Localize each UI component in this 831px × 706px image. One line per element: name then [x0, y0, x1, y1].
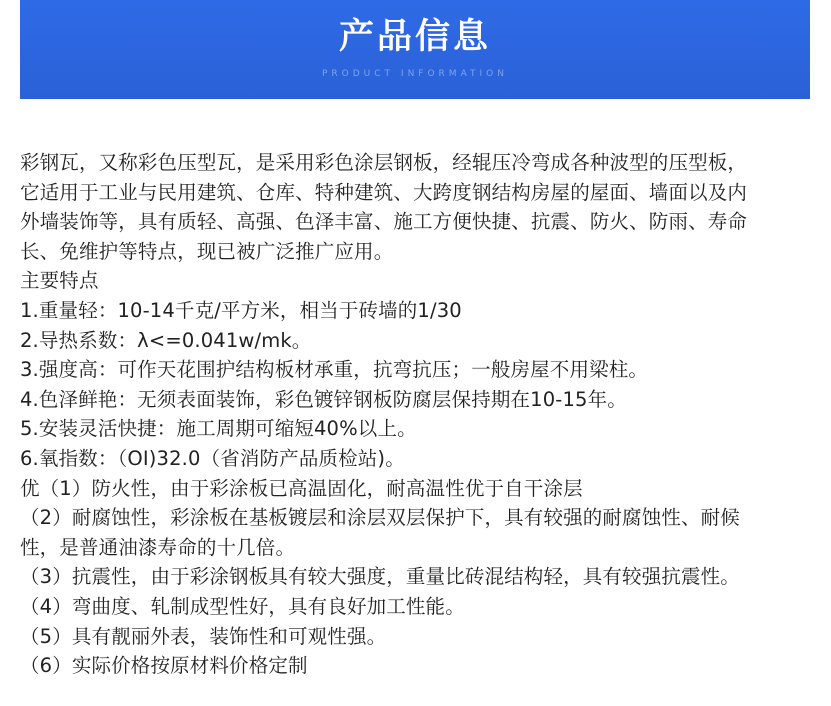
advantage-item: （3）抗震性，由于彩涂钢板具有较大强度，重量比砖混结构轻，具有较强抗震性。 [20, 565, 740, 589]
feature-item: 5.安装灵活快捷：施工周期可缩短40%以上。 [20, 417, 417, 441]
product-description [20, 148, 815, 681]
advantage-item: （6）实际价格按原材料价格定制 [20, 654, 308, 678]
feature-item: 4.色泽鲜艳：无须表面装饰，彩色镀锌钢板防腐层保持期在10-15年。 [20, 387, 627, 411]
advantage-item: （5）具有靓丽外表，装饰性和可观性强。 [20, 624, 387, 648]
feature-item: 1.重量轻：10-14千克/平方米，相当于砖墙的1/30 [20, 298, 462, 322]
intro-line: 外墙装饰等，具有质轻、高强、色泽丰富、施工方便快捷、抗震、防火、防雨、寿命 [20, 210, 748, 234]
feature-item: 3.强度高：可作天花围护结构板材承重，抗弯抗压；一般房屋不用梁柱。 [20, 358, 649, 382]
intro-line: 它适用于工业与民用建筑、仓库、特种建筑、大跨度钢结构房屋的屋面、墙面以及内 [20, 180, 748, 204]
intro-line: 彩钢瓦，又称彩色压型瓦，是采用彩色涂层钢板，经辊压冷弯成各种波型的压型板， [20, 151, 748, 174]
features-heading: 主要特点 [20, 269, 99, 293]
header-banner [20, 0, 810, 99]
advantage-item: （2）耐腐蚀性，彩涂板在基板镀层和涂层双层保护下，具有较强的耐腐蚀性、耐候 [20, 506, 740, 530]
advantage-item: 优（1）防火性，由于彩涂板已高温固化，耐高温性优于自干涂层 [20, 476, 583, 500]
advantage-item: （4）弯曲度、轧制成型性好，具有良好加工性能。 [20, 594, 465, 618]
page-title: 产品信息 [338, 17, 491, 57]
feature-item: 6.氧指数：（OI)32.0（省消防产品质检站)。 [20, 446, 405, 470]
advantage-item: 性，是普通油漆寿命的十几倍。 [20, 535, 296, 559]
feature-item: 2.导热系数：λ<=0.041w/mk。 [20, 328, 312, 352]
intro-line: 长、免维护等特点，现已被广泛推广应用。 [20, 239, 394, 263]
page-subtitle: PRODUCT INFORMATION [321, 69, 509, 79]
